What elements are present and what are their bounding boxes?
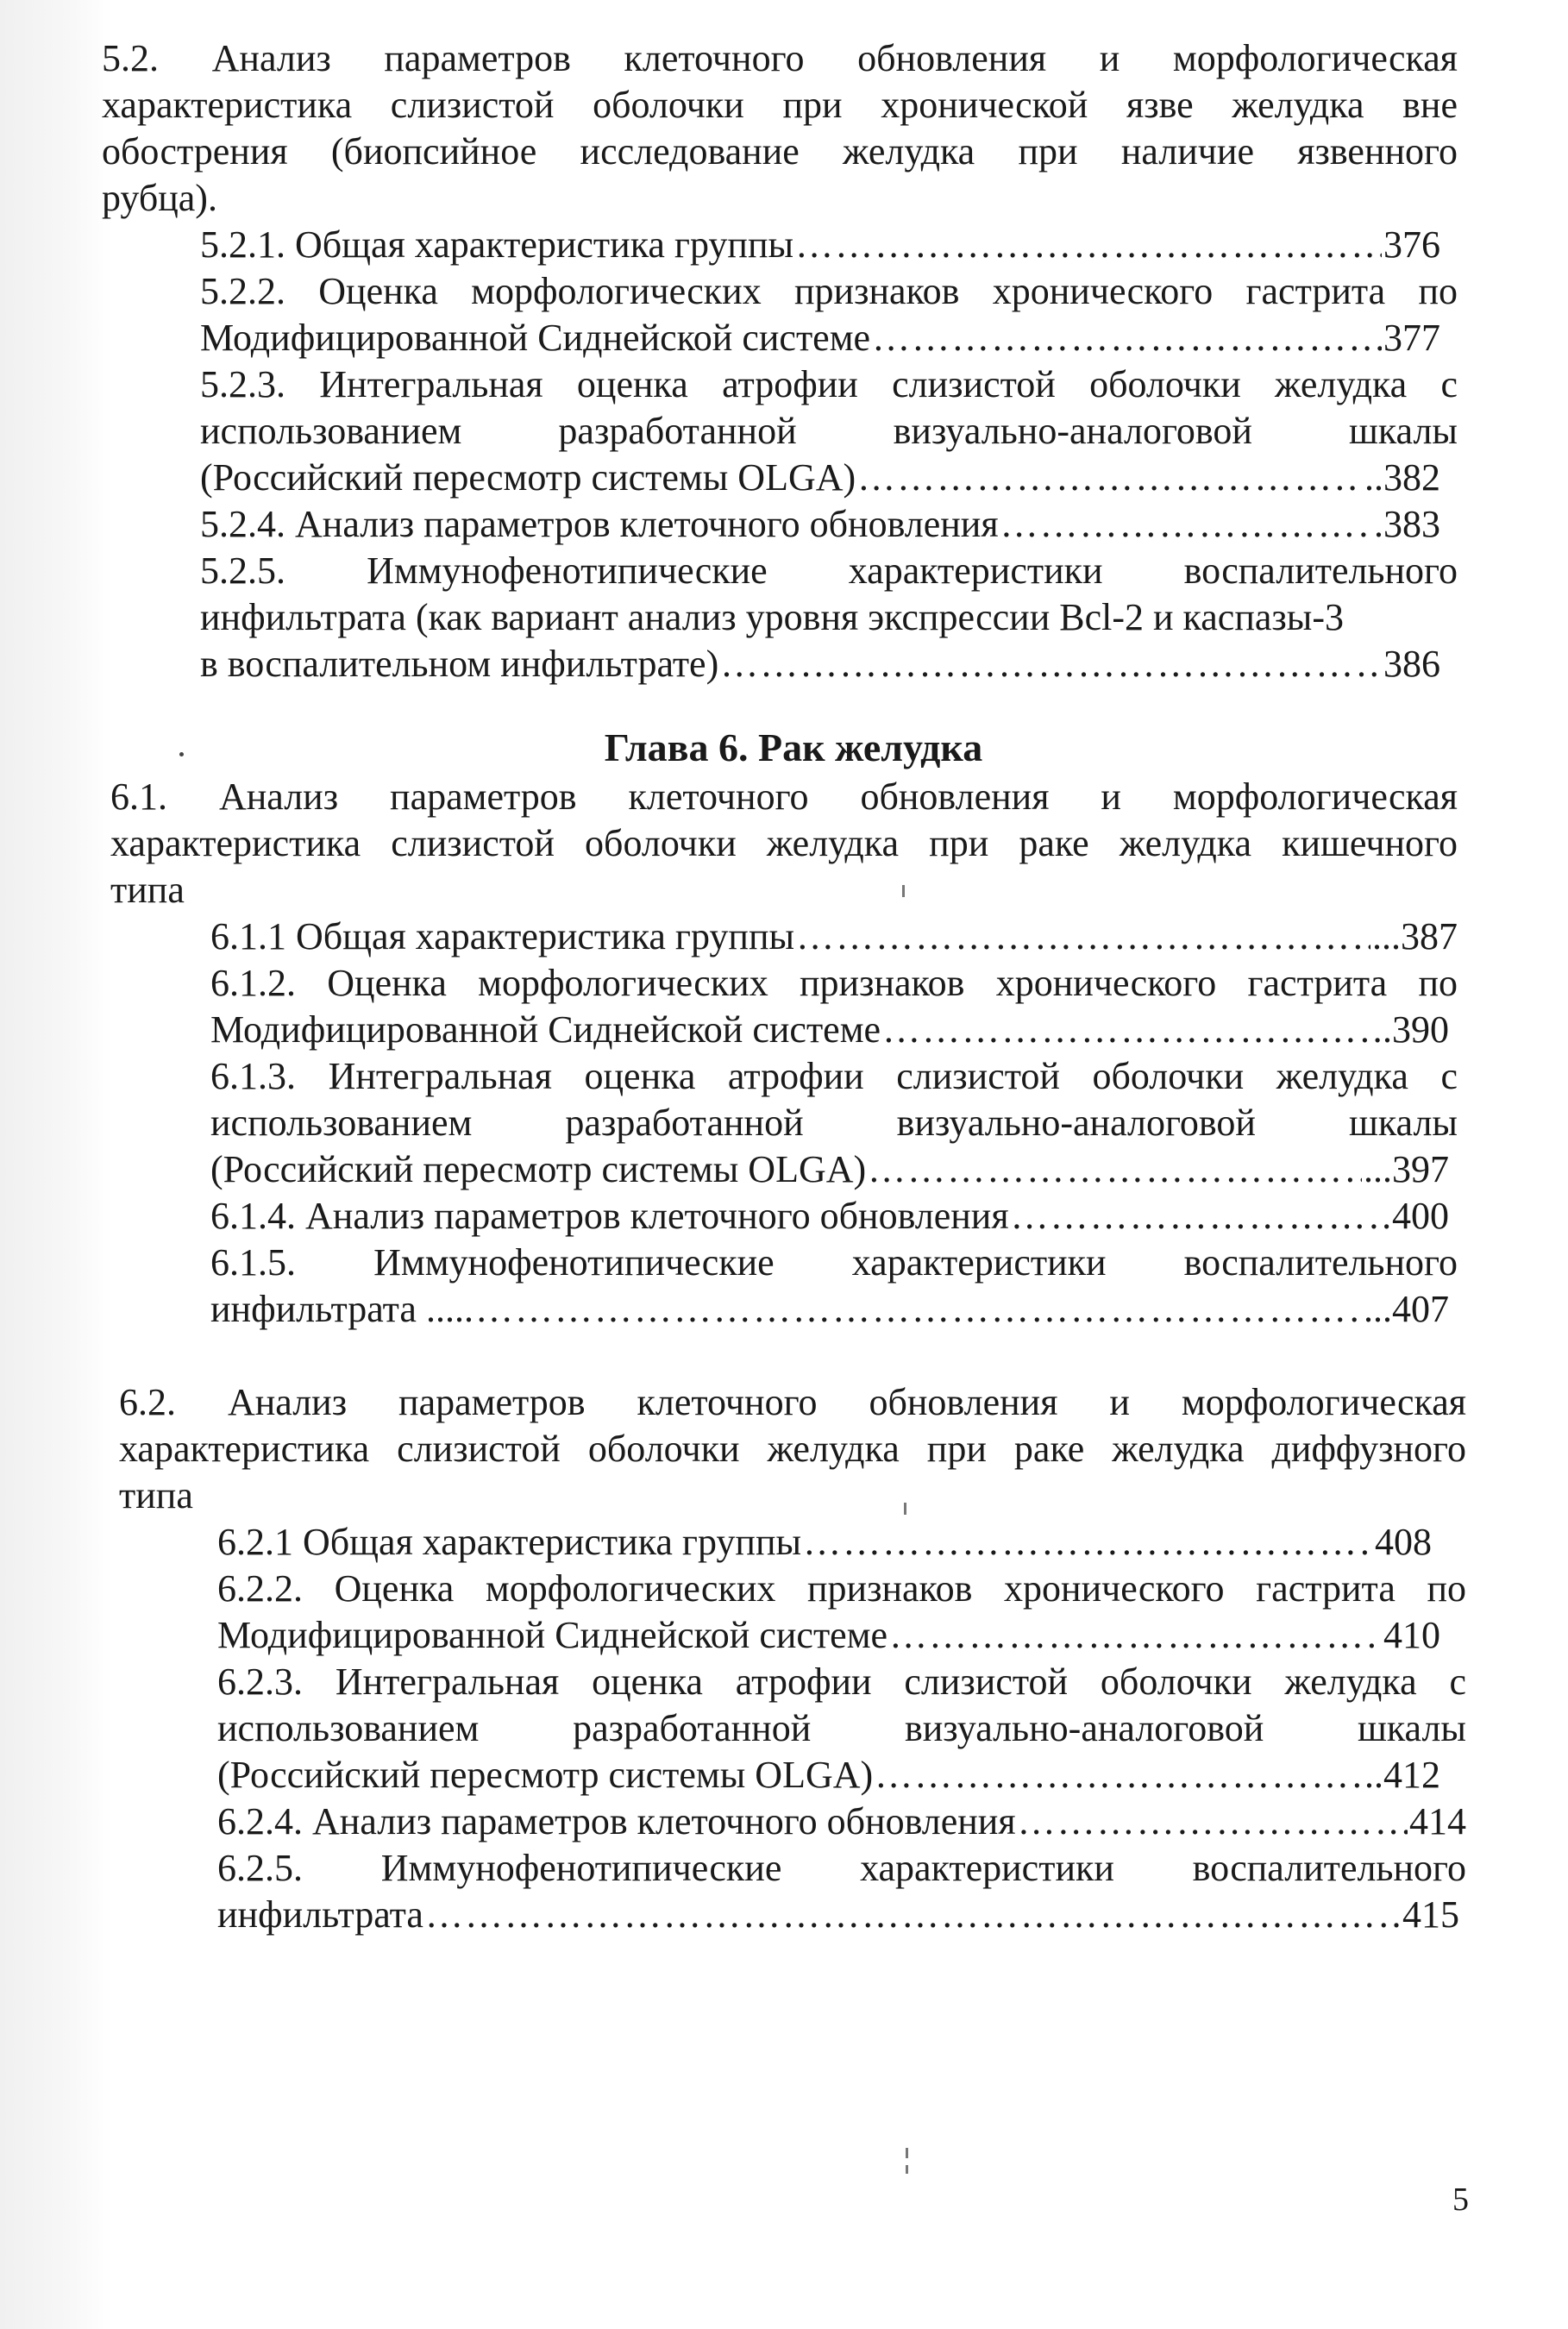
toc-page-number: ...397 <box>1364 1148 1449 1190</box>
toc-entry-6-2-5[interactable] <box>217 1893 1459 1937</box>
toc-page-number: 400 <box>1392 1195 1449 1237</box>
scan-speck <box>179 752 184 756</box>
toc-entry-6-2-4[interactable] <box>217 1799 1466 1844</box>
toc-entry-5-2-5[interactable] <box>200 642 1440 687</box>
toc-page-number: 386 <box>1383 643 1440 685</box>
toc-page-number: 415 <box>1402 1893 1459 1936</box>
scan-speck <box>906 2148 908 2158</box>
toc-entry-6-1-3-line-1: 6.1.3. Интегральная оценка атрофии слизистой оболочки желудка с <box>210 1055 1458 1097</box>
toc-entry-6-1-1[interactable] <box>210 914 1458 959</box>
toc-entry-5-2-5-line-2: инфильтрата (как вариант анализ уровня экспрессии Bcl-2 и каспазы-3 <box>200 596 1344 638</box>
section-5-2-heading-line-2: характеристика слизистой оболочки при хронической язве желудка вне <box>102 84 1458 126</box>
leader-dots <box>889 1613 1382 1658</box>
leader-dots <box>875 1753 1363 1798</box>
toc-page-number: ..382 <box>1364 456 1440 499</box>
leader-dots <box>882 1008 1381 1052</box>
leader-dots <box>868 1147 1362 1192</box>
toc-page-number: 376 <box>1383 223 1440 266</box>
section-6-1-heading-line-2: характеристика слизистой оболочки желудка при раке желудка кишечного <box>110 822 1458 864</box>
toc-entry-5-2-2-line-1: 5.2.2. Оценка морфологических признаков хронического гастрита по <box>200 270 1458 312</box>
toc-entry-5-2-3-line-1: 5.2.3. Интегральная оценка атрофии слизистой оболочки желудка с <box>200 363 1458 405</box>
toc-entry-title: (Российский пересмотр системы OLGA) <box>210 1148 867 1190</box>
section-6-2-heading-line-3: типа <box>119 1474 193 1516</box>
section-5-2-heading-line-1: 5.2. Анализ параметров клеточного обновления и морфологическая <box>102 37 1458 79</box>
section-5-2-heading-line-4: рубца). <box>102 177 217 219</box>
leader-dots <box>425 1893 1401 1937</box>
scan-speck <box>904 1503 906 1515</box>
toc-entry-6-2-5-line-1: 6.2.5. Иммунофенотипические характеристики воспалительного <box>217 1847 1466 1889</box>
toc-entry-title: 6.1.4. Анализ параметров клеточного обновления <box>210 1195 1009 1237</box>
toc-page-number: .383 <box>1374 503 1440 545</box>
toc-entry-6-1-5-line-1: 6.1.5. Иммунофенотипические характеристики воспалительного <box>210 1241 1458 1284</box>
toc-entry-6-2-2[interactable] <box>217 1613 1440 1658</box>
toc-entry-title: Модифицированной Сиднейской системе <box>210 1008 881 1051</box>
chapter-6-title: Глава 6. Рак желудка <box>604 725 983 769</box>
page-number: 5 <box>1452 2181 1469 2218</box>
leader-dots <box>795 223 1382 267</box>
toc-entry-6-2-3-line-2: использованием разработанной визуально-аналоговой шкалы <box>217 1707 1466 1749</box>
scan-speck <box>902 885 905 897</box>
toc-entry-6-1-2-line-1: 6.1.2. Оценка морфологических признаков хронического гастрита по <box>210 962 1458 1004</box>
toc-page-number: ..412 <box>1364 1754 1440 1796</box>
leader-dots <box>872 316 1382 361</box>
toc-entry-6-1-4[interactable] <box>210 1194 1449 1239</box>
toc-entry-title: инфильтрата <box>217 1893 423 1936</box>
leader-dots <box>796 914 1370 959</box>
section-6-2-heading-line-1: 6.2. Анализ параметров клеточного обновления и морфологическая <box>119 1381 1466 1423</box>
toc-entry-title: в воспалительном инфильтрате) <box>200 643 719 685</box>
toc-entry-title: (Российский пересмотр системы OLGA) <box>200 456 856 499</box>
toc-entry-6-2-3-line-1: 6.2.3. Интегральная оценка атрофии слизистой оболочки желудка с <box>217 1660 1466 1703</box>
toc-page-number: 377 <box>1383 317 1440 359</box>
toc-entry-5-2-2[interactable] <box>200 316 1440 361</box>
toc-entry-6-2-3[interactable] <box>217 1753 1440 1798</box>
toc-page-number: 410 <box>1383 1614 1440 1656</box>
toc-entry-title: 5.2.4. Анализ параметров клеточного обновления <box>200 503 999 545</box>
toc-page-number: 408 <box>1375 1521 1432 1563</box>
leader-dots <box>720 642 1382 687</box>
scan-shadow <box>0 0 112 2329</box>
leader-dots <box>1011 1194 1390 1239</box>
toc-entry-title: 6.2.1 Общая характеристика группы <box>217 1521 802 1563</box>
toc-entry-6-2-2-line-1: 6.2.2. Оценка морфологических признаков хронического гастрита по <box>217 1567 1466 1610</box>
section-5-2-heading-line-3: обострения (биопсийное исследование желудка при наличие язвенного <box>102 130 1458 173</box>
toc-entry-title: 5.2.1. Общая характеристика группы <box>200 223 794 266</box>
leader-dots <box>1018 1799 1408 1844</box>
toc-entry-title: инфильтрата ..... <box>210 1288 474 1330</box>
toc-entry-title: Модифицированной Сиднейской системе <box>217 1614 888 1656</box>
toc-entry-5-2-4[interactable] <box>200 502 1440 547</box>
toc-entry-5-2-1[interactable] <box>200 223 1440 267</box>
section-6-1-heading-line-3: типа <box>110 869 185 911</box>
toc-entry-title: 6.2.4. Анализ параметров клеточного обновления <box>217 1800 1016 1842</box>
toc-page-number: ...387 <box>1372 915 1458 957</box>
toc-entry-5-2-5-line-1: 5.2.5. Иммунофенотипические характеристики воспалительного <box>200 549 1458 592</box>
leader-dots <box>1000 502 1372 547</box>
leader-dots <box>803 1520 1373 1565</box>
toc-entry-title: Модифицированной Сиднейской системе <box>200 317 871 359</box>
section-6-1-heading-line-1: 6.1. Анализ параметров клеточного обновления и морфологическая <box>110 775 1458 818</box>
toc-entry-6-1-3-line-2: использованием разработанной визуально-аналоговой шкалы <box>210 1102 1458 1144</box>
toc-entry-title: 6.1.1 Общая характеристика группы <box>210 915 795 957</box>
toc-entry-6-1-5[interactable] <box>210 1287 1449 1332</box>
toc-page-number: ...407 <box>1364 1288 1449 1330</box>
scan-speck <box>906 2165 908 2174</box>
leader-dots <box>857 455 1363 500</box>
leader-dots <box>475 1287 1362 1332</box>
toc-entry-5-2-3[interactable] <box>200 455 1440 500</box>
toc-entry-6-2-1[interactable] <box>217 1520 1432 1565</box>
toc-entry-6-1-2[interactable] <box>210 1008 1449 1052</box>
toc-entry-5-2-3-line-2: использованием разработанной визуально-аналоговой шкалы <box>200 410 1458 452</box>
toc-page-number: 414 <box>1409 1800 1466 1842</box>
toc-entry-6-1-3[interactable] <box>210 1147 1449 1192</box>
toc-entry-title: (Российский пересмотр системы OLGA) <box>217 1754 874 1796</box>
section-6-2-heading-line-2: характеристика слизистой оболочки желудка при раке желудка диффузного <box>119 1428 1466 1470</box>
toc-page-number: .390 <box>1383 1008 1449 1051</box>
